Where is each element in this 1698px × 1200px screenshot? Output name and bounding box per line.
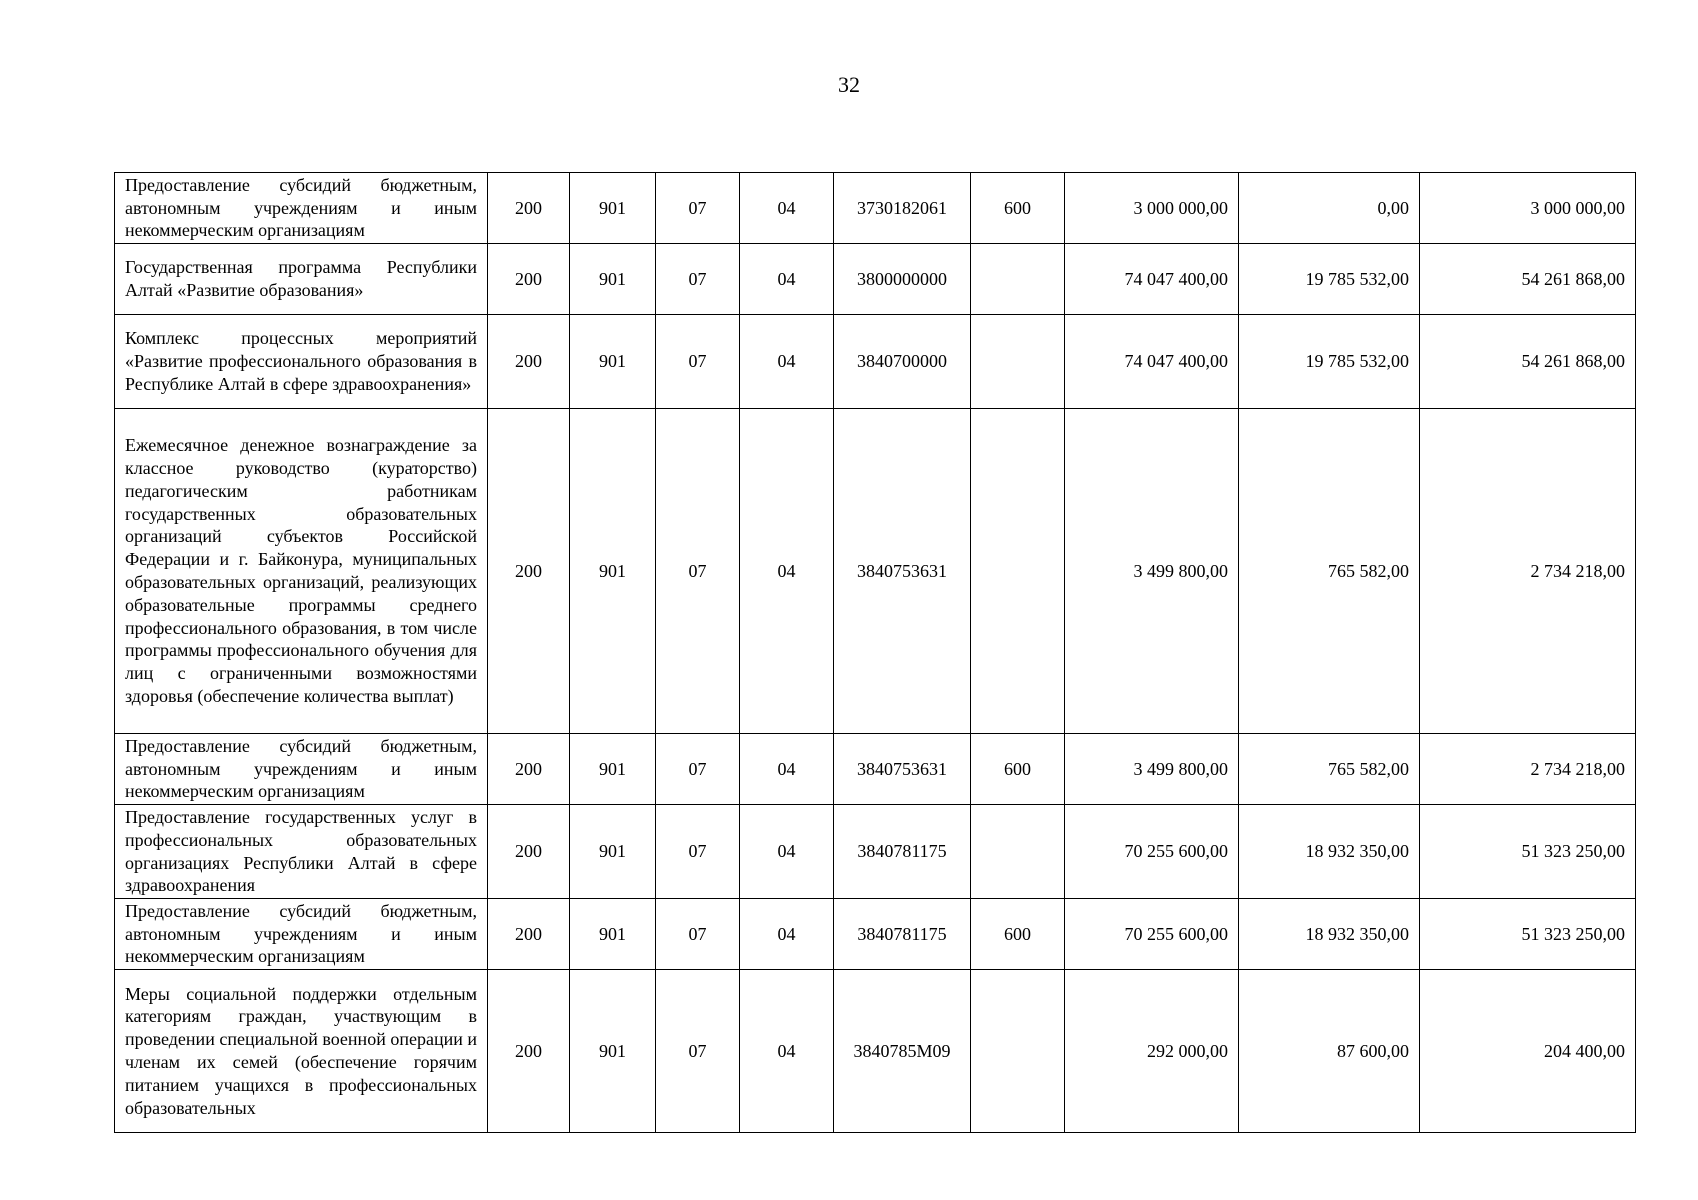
row-type [971, 805, 1065, 899]
row-sum-1: 70 255 600,00 [1065, 899, 1239, 970]
row-target: 3840700000 [834, 315, 971, 409]
row-sum-2: 765 582,00 [1239, 734, 1420, 805]
row-sum-1: 3 499 800,00 [1065, 734, 1239, 805]
table-row [115, 899, 1636, 970]
row-type: 600 [971, 734, 1065, 805]
table-row [115, 409, 1636, 734]
row-code: 200 [488, 315, 570, 409]
row-sum-3: 2 734 218,00 [1420, 409, 1636, 734]
row-target: 3840785М09 [834, 970, 971, 1133]
row-code: 200 [488, 409, 570, 734]
row-name: Предоставление субсидий бюджетным, автономным учреждениям и иным некоммерческим организациям [115, 899, 488, 970]
table-row [115, 805, 1636, 899]
row-target: 3840753631 [834, 409, 971, 734]
row-sum-1: 3 000 000,00 [1065, 173, 1239, 244]
table-row [115, 734, 1636, 805]
row-type: 600 [971, 173, 1065, 244]
row-sum-2: 0,00 [1239, 173, 1420, 244]
row-subsection: 04 [740, 805, 834, 899]
row-subsection: 04 [740, 409, 834, 734]
row-name: Предоставление субсидий бюджетным, автономным учреждениям и иным некоммерческим организациям [115, 734, 488, 805]
row-sum-1: 3 499 800,00 [1065, 409, 1239, 734]
row-ministry: 901 [570, 805, 656, 899]
row-sum-2: 19 785 532,00 [1239, 244, 1420, 315]
row-sum-2: 18 932 350,00 [1239, 899, 1420, 970]
row-target: 3800000000 [834, 244, 971, 315]
row-subsection: 04 [740, 899, 834, 970]
row-sum-1: 74 047 400,00 [1065, 315, 1239, 409]
row-name: Меры социальной поддержки отдельным категориям граждан, участвующим в проведении специальной военной операции и членам их семей (обеспечение горячим питанием учащихся в профессиональных образовательных [115, 970, 488, 1133]
row-target: 3730182061 [834, 173, 971, 244]
row-sum-1: 292 000,00 [1065, 970, 1239, 1133]
row-code: 200 [488, 244, 570, 315]
row-sum-3: 2 734 218,00 [1420, 734, 1636, 805]
row-subsection: 04 [740, 734, 834, 805]
budget-table [114, 172, 1636, 1133]
row-name: Предоставление государственных услуг в профессиональных образовательных организациях Республики Алтай в сфере здравоохранения [115, 805, 488, 899]
row-code: 200 [488, 734, 570, 805]
row-ministry: 901 [570, 409, 656, 734]
table-row [115, 970, 1636, 1133]
row-ministry: 901 [570, 970, 656, 1133]
row-type [971, 970, 1065, 1133]
row-name: Предоставление субсидий бюджетным, автономным учреждениям и иным некоммерческим организациям [115, 173, 488, 244]
row-section: 07 [656, 970, 740, 1133]
row-target: 3840753631 [834, 734, 971, 805]
row-sum-1: 70 255 600,00 [1065, 805, 1239, 899]
row-section: 07 [656, 805, 740, 899]
row-ministry: 901 [570, 173, 656, 244]
row-name: Государственная программа Республики Алтай «Развитие образования» [115, 244, 488, 315]
row-sum-2: 87 600,00 [1239, 970, 1420, 1133]
row-type [971, 315, 1065, 409]
row-subsection: 04 [740, 173, 834, 244]
row-subsection: 04 [740, 244, 834, 315]
row-type [971, 409, 1065, 734]
row-ministry: 901 [570, 244, 656, 315]
row-code: 200 [488, 805, 570, 899]
row-subsection: 04 [740, 970, 834, 1133]
row-sum-3: 3 000 000,00 [1420, 173, 1636, 244]
row-subsection: 04 [740, 315, 834, 409]
row-sum-2: 765 582,00 [1239, 409, 1420, 734]
row-section: 07 [656, 899, 740, 970]
row-name: Ежемесячное денежное вознаграждение за классное руководство (кураторство) педагогическим работникам государственных образовательных организаций субъектов Российской Федерации и г. Байконура, муниципальных образовательных организаций, реализующих образовательные программы среднего профессионального образования, в том числе программы профессионального обучения для лиц с ограниченными возможностями здоровья (обеспечение количества выплат) [115, 409, 488, 734]
row-ministry: 901 [570, 899, 656, 970]
row-sum-3: 51 323 250,00 [1420, 805, 1636, 899]
row-code: 200 [488, 899, 570, 970]
row-sum-2: 18 932 350,00 [1239, 805, 1420, 899]
row-ministry: 901 [570, 734, 656, 805]
row-sum-3: 54 261 868,00 [1420, 315, 1636, 409]
row-target: 3840781175 [834, 805, 971, 899]
row-name: Комплекс процессных мероприятий «Развитие профессионального образования в Республике Алтай в сфере здравоохранения» [115, 315, 488, 409]
row-sum-1: 74 047 400,00 [1065, 244, 1239, 315]
table-row [115, 173, 1636, 244]
row-code: 200 [488, 970, 570, 1133]
row-section: 07 [656, 315, 740, 409]
row-type: 600 [971, 899, 1065, 970]
row-code: 200 [488, 173, 570, 244]
row-ministry: 901 [570, 315, 656, 409]
row-sum-3: 204 400,00 [1420, 970, 1636, 1133]
row-section: 07 [656, 409, 740, 734]
page-number: 32 [838, 72, 860, 97]
row-section: 07 [656, 734, 740, 805]
row-sum-3: 54 261 868,00 [1420, 244, 1636, 315]
row-sum-3: 51 323 250,00 [1420, 899, 1636, 970]
row-sum-2: 19 785 532,00 [1239, 315, 1420, 409]
row-target: 3840781175 [834, 899, 971, 970]
table-row [115, 244, 1636, 315]
row-type [971, 244, 1065, 315]
row-section: 07 [656, 244, 740, 315]
table-row [115, 315, 1636, 409]
row-section: 07 [656, 173, 740, 244]
